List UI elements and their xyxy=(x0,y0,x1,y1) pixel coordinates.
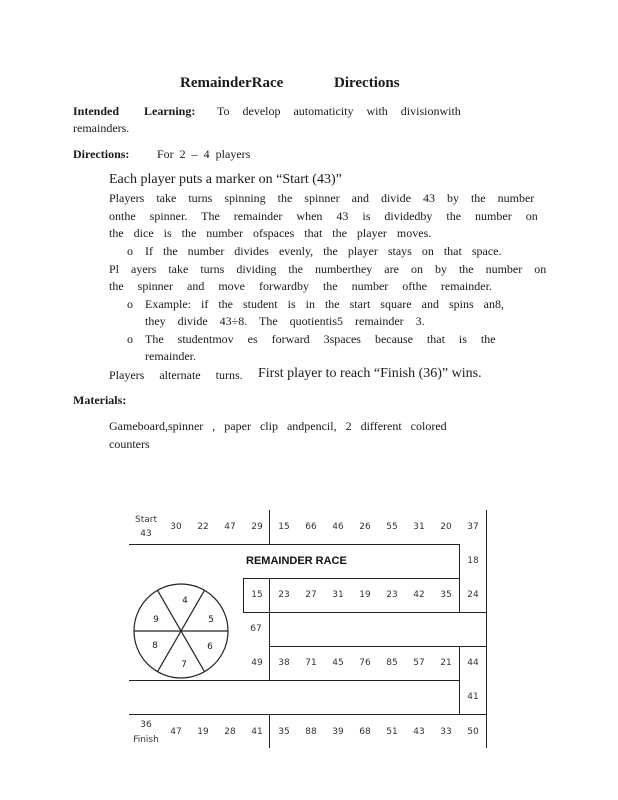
board-line xyxy=(486,510,487,748)
learning-text-2: remainders. xyxy=(73,121,130,135)
board-cell: 85 xyxy=(386,658,398,668)
board-cell: 31 xyxy=(332,590,344,600)
board-cell: 37 xyxy=(467,522,479,532)
gameboard-title: REMAINDER RACE xyxy=(246,555,347,567)
board-cell: 23 xyxy=(278,590,290,600)
bullet-1-text: Each player puts a marker on “Start (43)” xyxy=(109,172,342,187)
board-cell: 41 xyxy=(251,727,263,737)
board-cell: 68 xyxy=(359,727,371,737)
board-cell: 20 xyxy=(440,522,452,532)
board-cell: 88 xyxy=(305,727,317,737)
bullet-3-sub-1-line-2: they divide 43÷8. The quotientis5 remainder 3. xyxy=(145,314,425,328)
board-cell: 27 xyxy=(305,590,317,600)
bullet-2-line-1: Players take turns spinning the spinner and divide 43 by the number xyxy=(109,191,535,205)
bullet-2-sub: If the number divides evenly, the player stays on that space. xyxy=(145,244,502,258)
sub-bullet-icon: o xyxy=(127,297,133,311)
spinner-number: 4 xyxy=(182,596,188,606)
finish-label: Finish xyxy=(133,735,159,745)
finish-value: 36 xyxy=(140,720,152,730)
board-cell: 30 xyxy=(170,522,182,532)
board-line xyxy=(459,646,460,714)
board-line xyxy=(459,544,460,612)
board-line xyxy=(129,714,487,715)
sub-bullet-icon: o xyxy=(127,332,133,346)
bullet-2-line-2: onthe spinner. The remainder when 43 is dividedby the number on xyxy=(109,209,538,223)
board-line xyxy=(243,578,460,579)
board-cell: 71 xyxy=(305,658,317,668)
board-cell: 23 xyxy=(386,590,398,600)
board-line xyxy=(269,646,487,647)
page-subtitle: Directions xyxy=(334,75,400,91)
board-cell: 66 xyxy=(305,522,317,532)
spinner-number: 7 xyxy=(181,660,187,670)
board-line xyxy=(269,714,270,748)
board-cell: 47 xyxy=(170,727,182,737)
spinner-number: 9 xyxy=(153,615,159,625)
bullet-3-line-2: the spinner and move forwardby the number ofthe remainder. xyxy=(109,279,492,293)
start-value: 43 xyxy=(140,529,152,539)
materials-line-1: Gameboard,spinner , paper clip andpencil, 2 different colored xyxy=(109,419,447,433)
bullet-3-sub-1-line-1: Example: if the student is in the start square and spins an8, xyxy=(145,297,504,311)
board-cell: 19 xyxy=(359,590,371,600)
board-cell: 42 xyxy=(413,590,425,600)
board-line xyxy=(129,544,460,545)
board-cell: 38 xyxy=(278,658,290,668)
board-cell: 35 xyxy=(440,590,452,600)
spinner-number: 8 xyxy=(152,641,158,651)
board-cell: 28 xyxy=(224,727,236,737)
board-cell: 26 xyxy=(359,522,371,532)
board-cell: 35 xyxy=(278,727,290,737)
bullet-4-text-a: Players alternate turns. xyxy=(109,368,243,382)
board-cell: 18 xyxy=(467,556,479,566)
directions-label: Directions: xyxy=(73,147,130,161)
board-cell: 24 xyxy=(467,590,479,600)
board-cell: 46 xyxy=(332,522,344,532)
page-title: RemainderRace xyxy=(180,75,284,91)
spinner-number: 6 xyxy=(207,642,213,652)
board-cell: 45 xyxy=(332,658,344,668)
start-label: Start xyxy=(135,515,157,525)
board-cell: 44 xyxy=(467,658,479,668)
board-line xyxy=(269,578,270,646)
bullet-4-text-b: First player to reach “Finish (36)” wins. xyxy=(258,366,482,381)
board-cell: 33 xyxy=(440,727,452,737)
board-cell: 19 xyxy=(197,727,209,737)
board-line xyxy=(129,680,460,681)
sub-bullet-icon: o xyxy=(127,244,133,258)
board-cell: 57 xyxy=(413,658,425,668)
materials-label: Materials: xyxy=(73,393,127,407)
learning-label: Intended Learning: xyxy=(73,104,196,118)
board-cell: 15 xyxy=(251,590,263,600)
board-cell: 47 xyxy=(224,522,236,532)
board-cell: 15 xyxy=(278,522,290,532)
board-cell: 51 xyxy=(386,727,398,737)
board-cell: 22 xyxy=(197,522,209,532)
board-cell: 49 xyxy=(251,658,263,668)
directions-text: For 2 – 4 players xyxy=(157,147,251,161)
board-line xyxy=(269,646,270,680)
board-cell: 76 xyxy=(359,658,371,668)
board-cell: 41 xyxy=(467,692,479,702)
board-cell: 50 xyxy=(467,727,479,737)
board-line xyxy=(269,510,270,544)
board-cell: 67 xyxy=(250,624,262,634)
materials-line-2: counters xyxy=(109,437,150,451)
bullet-3-sub-2-line-2: remainder. xyxy=(145,349,196,363)
board-cell: 39 xyxy=(332,727,344,737)
board-line xyxy=(243,578,244,612)
bullet-3-line-1: Pl ayers take turns dividing the numberthey are on by the number on xyxy=(109,262,547,276)
spinner-number: 5 xyxy=(208,615,214,625)
bullet-2-line-3: the dice is the number ofspaces that the player moves. xyxy=(109,226,432,240)
learning-text-1: To develop automaticity with divisionwith xyxy=(217,104,461,118)
board-cell: 43 xyxy=(413,727,425,737)
board-cell: 31 xyxy=(413,522,425,532)
board-cell: 55 xyxy=(386,522,398,532)
board-line xyxy=(243,612,487,613)
board-cell: 29 xyxy=(251,522,263,532)
board-cell: 21 xyxy=(440,658,452,668)
bullet-3-sub-2-line-1: The studentmov es forward 3spaces because that is the xyxy=(145,332,496,346)
